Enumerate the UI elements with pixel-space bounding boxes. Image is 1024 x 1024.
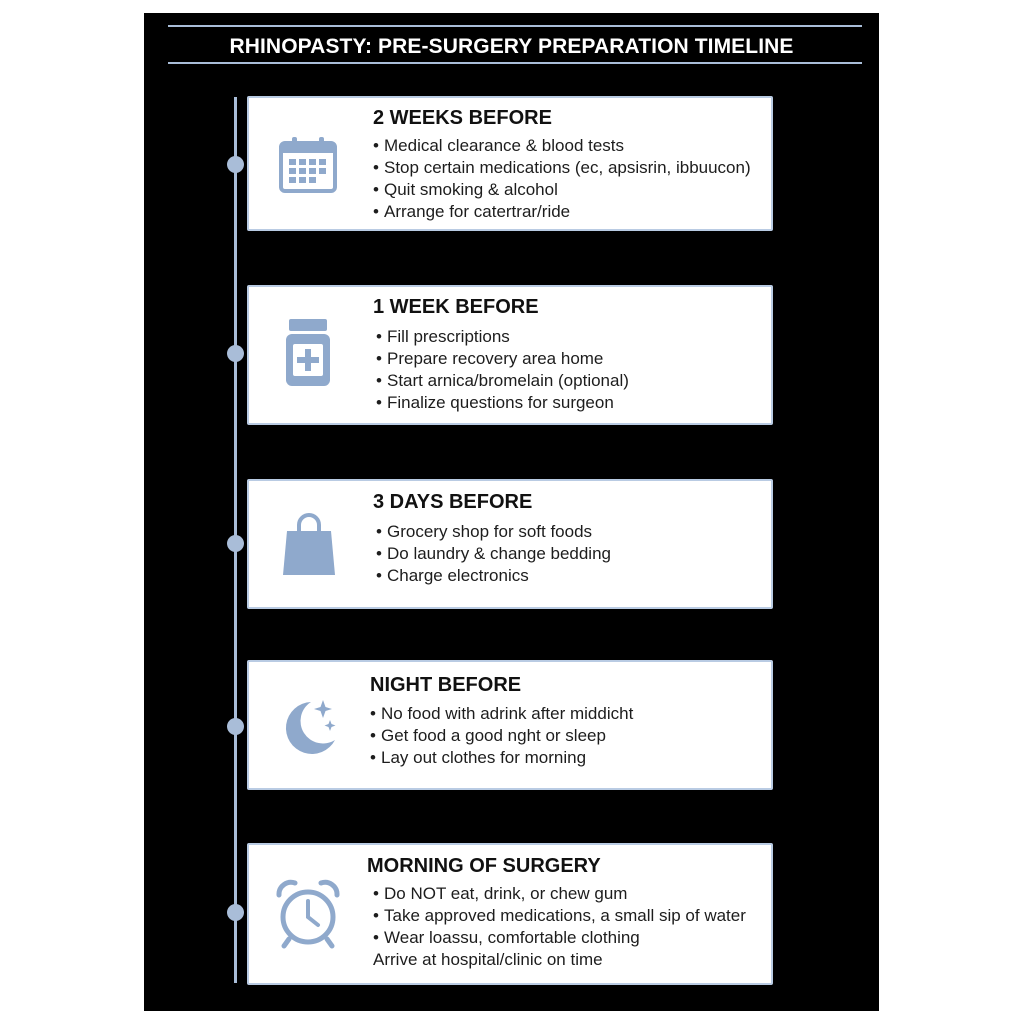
list-item: • Finalize questions for surgeon — [376, 393, 614, 412]
timeline-dot-night-before — [227, 718, 244, 735]
list-item: • No food with adrink after middicht — [370, 704, 634, 723]
list-item: • Stop certain medications (ec, apsisrin, ibbuucon) — [373, 158, 751, 177]
stage-card-1-week-before — [247, 285, 773, 425]
timeline-dot-morning — [227, 904, 244, 921]
stage-card-3-days-before — [247, 479, 773, 609]
title-bottom-rule — [168, 62, 862, 64]
list-item: • Fill prescriptions — [376, 327, 510, 346]
timeline-dot-3-days — [227, 535, 244, 552]
list-item: • Prepare recovery area home — [376, 349, 604, 368]
stage-heading: NIGHT BEFORE — [370, 674, 522, 696]
alarm-clock-icon — [275, 879, 341, 949]
list-item: • Do laundry & change bedding — [376, 544, 611, 563]
list-item: Arrive at hospital/clinic on time — [373, 950, 603, 969]
stage-heading: MORNING OF SURGERY — [367, 855, 601, 877]
list-item: • Quit smoking & alcohol — [373, 180, 558, 199]
stage-items — [370, 703, 633, 769]
list-item: • Take approved medications, a small sip of water — [373, 906, 746, 925]
stage-heading: 3 DAYS BEFORE — [373, 491, 533, 513]
list-item: • Grocery shop for soft foods — [376, 522, 593, 541]
timeline-dot-1-week — [227, 345, 244, 362]
medicine-bottle-icon — [284, 317, 332, 389]
stage-card-night-before — [247, 660, 773, 790]
shopping-bag-icon — [281, 513, 337, 577]
calendar-icon — [277, 134, 339, 196]
moon-stars-icon — [277, 696, 341, 760]
list-item: • Start arnica/bromelain (optional) — [376, 371, 629, 390]
stage-card-morning-of-surgery — [247, 843, 773, 985]
list-item: • Charge electronics — [376, 566, 529, 585]
stage-card-2-weeks-before — [247, 96, 773, 231]
stage-heading: 2 WEEKS BEFORE — [373, 107, 552, 129]
stage-items — [373, 135, 751, 223]
timeline-dot-2-weeks — [227, 156, 244, 173]
list-item: • Medical clearance & blood tests — [373, 136, 625, 155]
list-item: • Get food a good nght or sleep — [370, 726, 606, 745]
title-top-rule — [168, 25, 862, 27]
list-item: • Wear loassu, comfortable clothing — [373, 928, 640, 947]
stage-items — [376, 521, 611, 587]
stage-heading: 1 WEEK BEFORE — [373, 296, 539, 318]
timeline-poster — [144, 13, 879, 1011]
stage-items — [373, 883, 746, 971]
list-item: • Do NOT eat, drink, or chew gum — [373, 884, 628, 903]
list-item: • Arrange for catertrar/ride — [373, 202, 571, 221]
stage-items — [376, 326, 629, 414]
page-title: RHINOPASTY: PRE-SURGERY PREPARATION TIMELINE — [229, 35, 794, 58]
list-item: • Lay out clothes for morning — [370, 748, 587, 767]
